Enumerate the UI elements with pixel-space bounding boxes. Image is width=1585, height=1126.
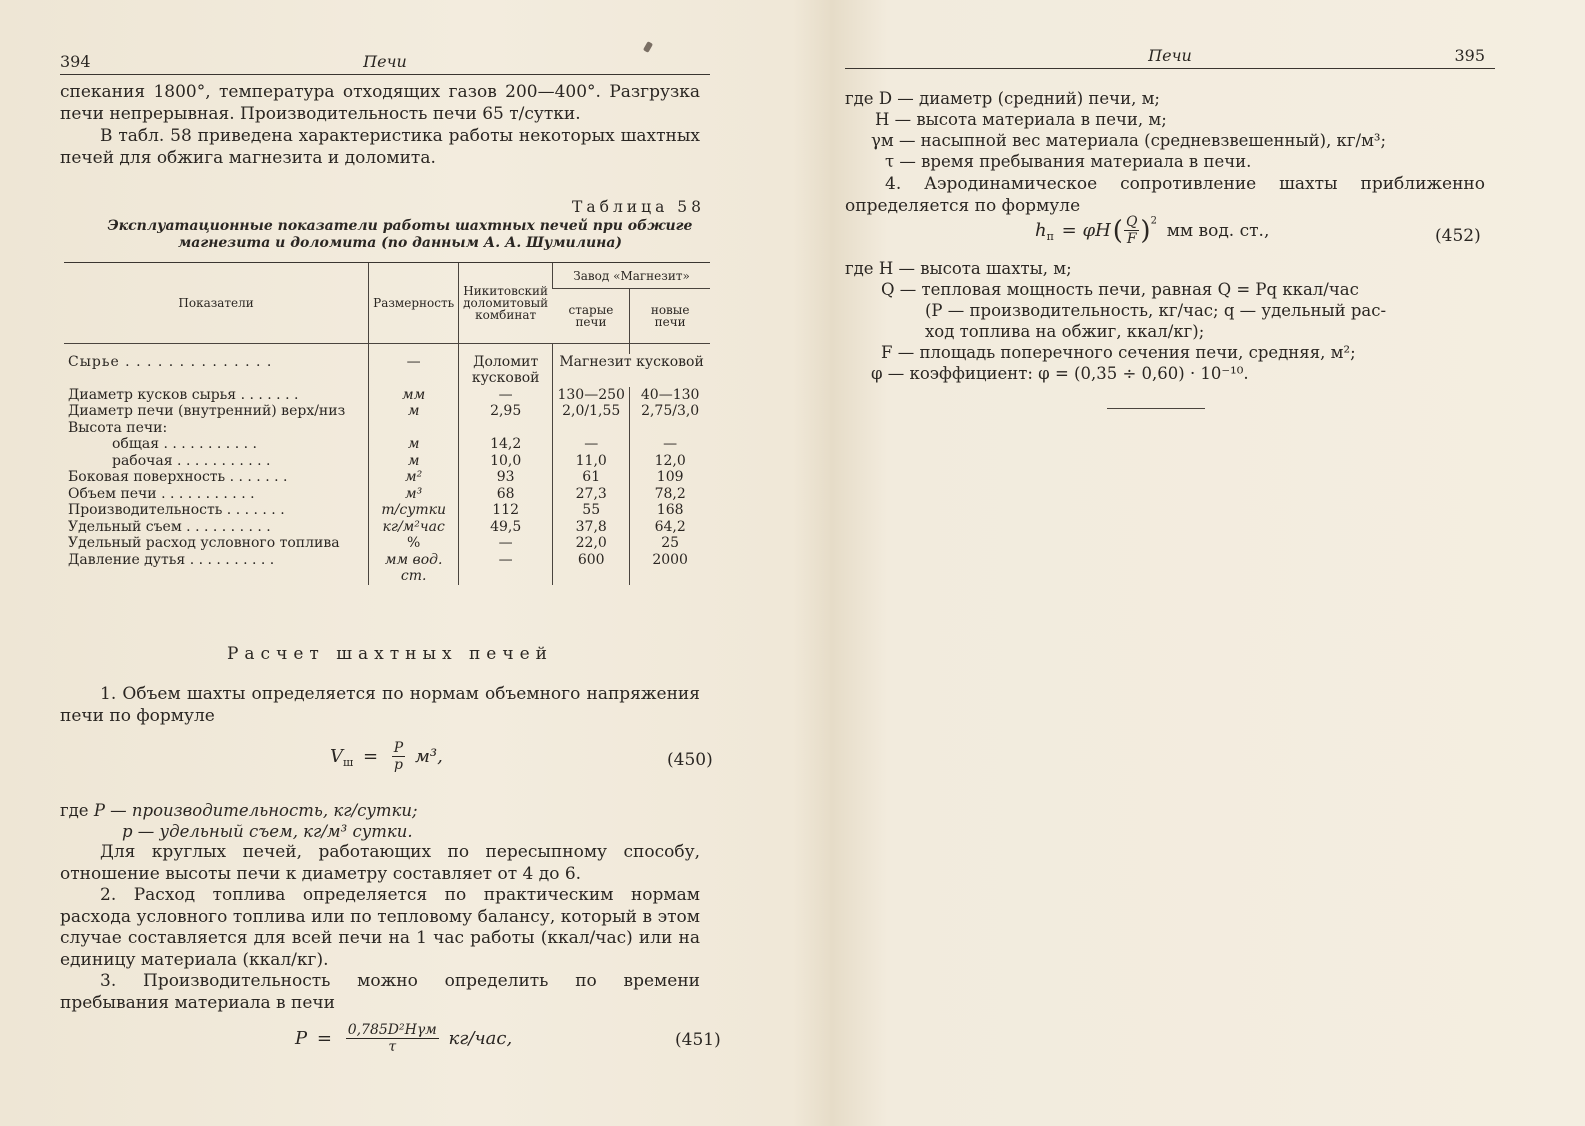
formula-450-eq: = <box>362 746 379 767</box>
row-new: 25 <box>630 535 710 552</box>
row-old: 27,3 <box>553 486 630 503</box>
right-running-title: Печи <box>1148 46 1192 65</box>
left-page-number: 394 <box>60 52 91 71</box>
formula-452-number: (452) <box>1435 226 1481 246</box>
row-magnezit-span: Магнезит кусковой <box>553 354 710 387</box>
row-new: 78,2 <box>630 486 710 503</box>
formula-450-numerator: P <box>393 740 404 756</box>
row-name: Удельный съем . . . . . . . . . . <box>68 518 271 535</box>
table-row <box>64 469 710 486</box>
row-new: 2,75/3,0 <box>630 403 710 420</box>
formula-452-fraction <box>1124 214 1139 247</box>
formula-450 <box>330 740 443 773</box>
where-row <box>60 800 700 821</box>
row-new: 40—130 <box>630 387 710 404</box>
where-lead: где <box>60 801 89 820</box>
row-name: Давление дутья . . . . . . . . . . <box>68 551 275 568</box>
row-name: общая . . . . . . . . . . . <box>112 436 257 452</box>
row-old: 61 <box>553 469 630 486</box>
formula-452 <box>1035 214 1269 247</box>
row-nikitovsky: — <box>459 535 553 552</box>
where-item: (P — производительность, кг/час; q — удельный рас- <box>925 301 1387 320</box>
row-nikitovsky: 112 <box>459 502 553 519</box>
formula-452-numerator: Q <box>1125 214 1138 230</box>
row-new: 2000 <box>630 552 710 585</box>
where-row <box>845 342 1485 363</box>
row-new: 168 <box>630 502 710 519</box>
right-running-head <box>845 42 1495 69</box>
formula-450-denominator: p <box>394 757 403 773</box>
row-old: 37,8 <box>553 519 630 536</box>
header-magnezit-group: Завод «Магнезит» <box>553 263 710 289</box>
row-name: Боковая поверхность . . . . . . . <box>68 469 288 485</box>
table-58 <box>64 262 710 585</box>
right-page <box>845 0 1495 1126</box>
right-page-number: 395 <box>1454 46 1485 65</box>
row-name: Диаметр печи (внутренний) верх/низ <box>68 403 346 419</box>
header-unit: Размерность <box>369 263 459 344</box>
where-item: H — высота шахты, м; <box>878 259 1072 278</box>
formula-450-unit: м³, <box>414 746 443 767</box>
where-block-2 <box>845 88 1485 172</box>
formula-451-eq: = <box>316 1028 332 1049</box>
formula-451-number: (451) <box>675 1030 721 1050</box>
left-running-head <box>60 48 710 75</box>
where-item: H — высота материала в печи, м; <box>875 110 1167 129</box>
row-unit: кг/м²час <box>369 519 459 536</box>
header-nikitovsky: Никитовский доломитовый комбинат <box>459 263 553 344</box>
row-name: Объем печи . . . . . . . . . . . <box>68 485 255 502</box>
formula-452-eq: = φH <box>1061 220 1111 241</box>
table-row <box>64 502 710 519</box>
where-row <box>845 279 1485 300</box>
row-nikitovsky: — <box>459 552 553 585</box>
item-4-paragraph: 4. Аэродинамическое сопротивление шахты приближенно определяется по формуле <box>845 174 1485 216</box>
row-unit: мм <box>369 387 459 404</box>
formula-452-lhs: h <box>1035 220 1047 241</box>
table-title: Эксплуатационные показатели работы шахтных печей при обжиге магнезита и доломита (по данным А. А. Шумилина) <box>107 218 693 251</box>
where-item: τ — время пребывания материала в печи. <box>885 152 1252 171</box>
where-item: p — удельный съем, кг/м³ сутки. <box>122 822 413 841</box>
row-old: 11,0 <box>553 453 630 470</box>
formula-451-fraction <box>346 1022 439 1055</box>
where-item: D — диаметр (средний) печи, м; <box>878 89 1160 108</box>
row-unit: м³ <box>369 486 459 503</box>
intro-paragraph-2: В табл. 58 приведена характеристика работы некоторых шахтных печей для обжига магнезита и доломита. <box>60 126 700 168</box>
where-row <box>845 300 1485 321</box>
table-row <box>64 354 710 387</box>
where-lead: где <box>845 259 874 278</box>
row-new: 109 <box>630 469 710 486</box>
row-new: — <box>630 436 710 453</box>
where-item: γм — насыпной вес материала (средневзвешенный), кг/м³; <box>871 131 1387 150</box>
formula-451 <box>295 1022 512 1055</box>
row-old: — <box>553 436 630 453</box>
row-unit: м <box>369 453 459 470</box>
table-row <box>64 535 710 552</box>
where-row <box>845 151 1485 172</box>
row-old: 130—250 <box>553 387 630 404</box>
formula-452-lhs-sub: п <box>1046 230 1054 244</box>
formula-451-numerator: 0,785D²Hγм <box>347 1022 437 1038</box>
where-row <box>845 321 1485 342</box>
table-row <box>64 387 710 404</box>
row-unit: м² <box>369 469 459 486</box>
row-nikitovsky: 68 <box>459 486 553 503</box>
formula-451-unit: кг/час, <box>448 1028 513 1049</box>
row-nikitovsky: Доломит кусковой <box>459 354 553 387</box>
row-nikitovsky: 93 <box>459 469 553 486</box>
row-new: 12,0 <box>630 453 710 470</box>
row-name: Производительность . . . . . . . <box>68 502 285 518</box>
section-title: Расчет шахтных печей <box>226 644 553 664</box>
row-nikitovsky: 10,0 <box>459 453 553 470</box>
where-item: Q — тепловая мощность печи, равная Q = Pq ккал/час <box>881 280 1359 299</box>
row-new: 64,2 <box>630 519 710 536</box>
header-old: старые печи <box>553 289 630 344</box>
row-nikitovsky: — <box>459 387 553 404</box>
formula-452-denominator: F <box>1126 231 1137 247</box>
row-unit: м <box>369 436 459 453</box>
where-item: P — производительность, кг/сутки; <box>93 801 418 820</box>
table-row <box>64 420 710 437</box>
table-row <box>64 403 710 420</box>
round-furnaces-paragraph: Для круглых печей, работающих по пересыпному способу, отношение высоты печи к диаметру составляет от 4 до 6. <box>60 842 700 884</box>
row-unit: мм вод. ст. <box>369 552 459 585</box>
row-old: 55 <box>553 502 630 519</box>
where-row <box>845 130 1485 151</box>
where-item: φ — коэффициент: φ = (0,35 ÷ 0,60) · 10⁻¹⁰. <box>871 364 1249 383</box>
item-2-paragraph: 2. Расход топлива определяется по практическим нормам расхода условного топлива или по тепловому балансу, который в этом случае составляется для всей печи на 1 час работы (ккал/час) или на единицу материала (ккал/кг). <box>60 885 700 970</box>
formula-452-unit: мм вод. ст., <box>1166 220 1270 241</box>
table-number-label: Таблица 58 <box>572 198 705 216</box>
table-row <box>64 453 710 470</box>
where-item: F — площадь поперечного сечения печи, средняя, м²; <box>881 343 1356 362</box>
row-old: 22,0 <box>553 535 630 552</box>
where-row <box>845 88 1485 109</box>
where-row <box>60 821 700 842</box>
where-item: ход топлива на обжиг, ккал/кг); <box>925 322 1205 341</box>
formula-452-rparen: ) <box>1140 215 1151 246</box>
row-unit: % <box>369 535 459 552</box>
item-1-paragraph: 1. Объем шахты определяется по нормам объемного напряжения печи по формуле <box>60 684 700 726</box>
formula-450-lhs-sub: ш <box>343 756 354 770</box>
row-name: Высота печи: <box>68 419 168 436</box>
end-rule <box>1107 408 1205 409</box>
table-row <box>64 486 710 503</box>
header-new: новые печи <box>630 289 710 344</box>
row-nikitovsky: 14,2 <box>459 436 553 453</box>
formula-450-lhs: V <box>330 746 343 767</box>
intro-paragraph-1: спекания 1800°, температура отходящих газов 200—400°. Разгрузка печи непрерывная. Производительность печи 65 т/сутки. <box>60 82 700 124</box>
table-row <box>64 552 710 585</box>
where-row <box>845 363 1485 384</box>
left-running-title: Печи <box>363 52 407 71</box>
row-unit: — <box>369 354 459 387</box>
formula-450-number: (450) <box>667 750 713 770</box>
item-3-paragraph: 3. Производительность можно определить по времени пребывания материала в печи <box>60 971 700 1013</box>
where-block-1 <box>60 800 700 842</box>
where-block-3 <box>845 258 1485 384</box>
formula-451-denominator: τ <box>388 1039 397 1055</box>
row-name: Диаметр кусков сырья . . . . . . . <box>68 386 299 403</box>
row-unit: м <box>369 403 459 420</box>
table-row <box>64 519 710 536</box>
row-name: Удельный расход условного топлива <box>68 535 340 551</box>
row-old: 600 <box>553 552 630 585</box>
row-name: Сырье . . . . . . . . . . . . . . <box>68 353 273 370</box>
formula-451-lhs: P <box>295 1028 308 1049</box>
where-row <box>845 109 1485 130</box>
formula-450-fraction <box>392 740 405 773</box>
row-nikitovsky: 2,95 <box>459 403 553 420</box>
formula-452-lparen: ( <box>1112 215 1123 246</box>
left-page <box>60 0 721 1126</box>
where-lead: где <box>845 89 874 108</box>
row-old: 2,0/1,55 <box>553 403 630 420</box>
where-row <box>845 258 1485 279</box>
row-unit: т/сутки <box>369 502 459 519</box>
table-row <box>64 436 710 453</box>
row-name: рабочая . . . . . . . . . . . <box>112 452 271 469</box>
header-indicators: Показатели <box>64 263 369 344</box>
formula-452-power: 2 <box>1150 215 1157 227</box>
row-nikitovsky: 49,5 <box>459 519 553 536</box>
